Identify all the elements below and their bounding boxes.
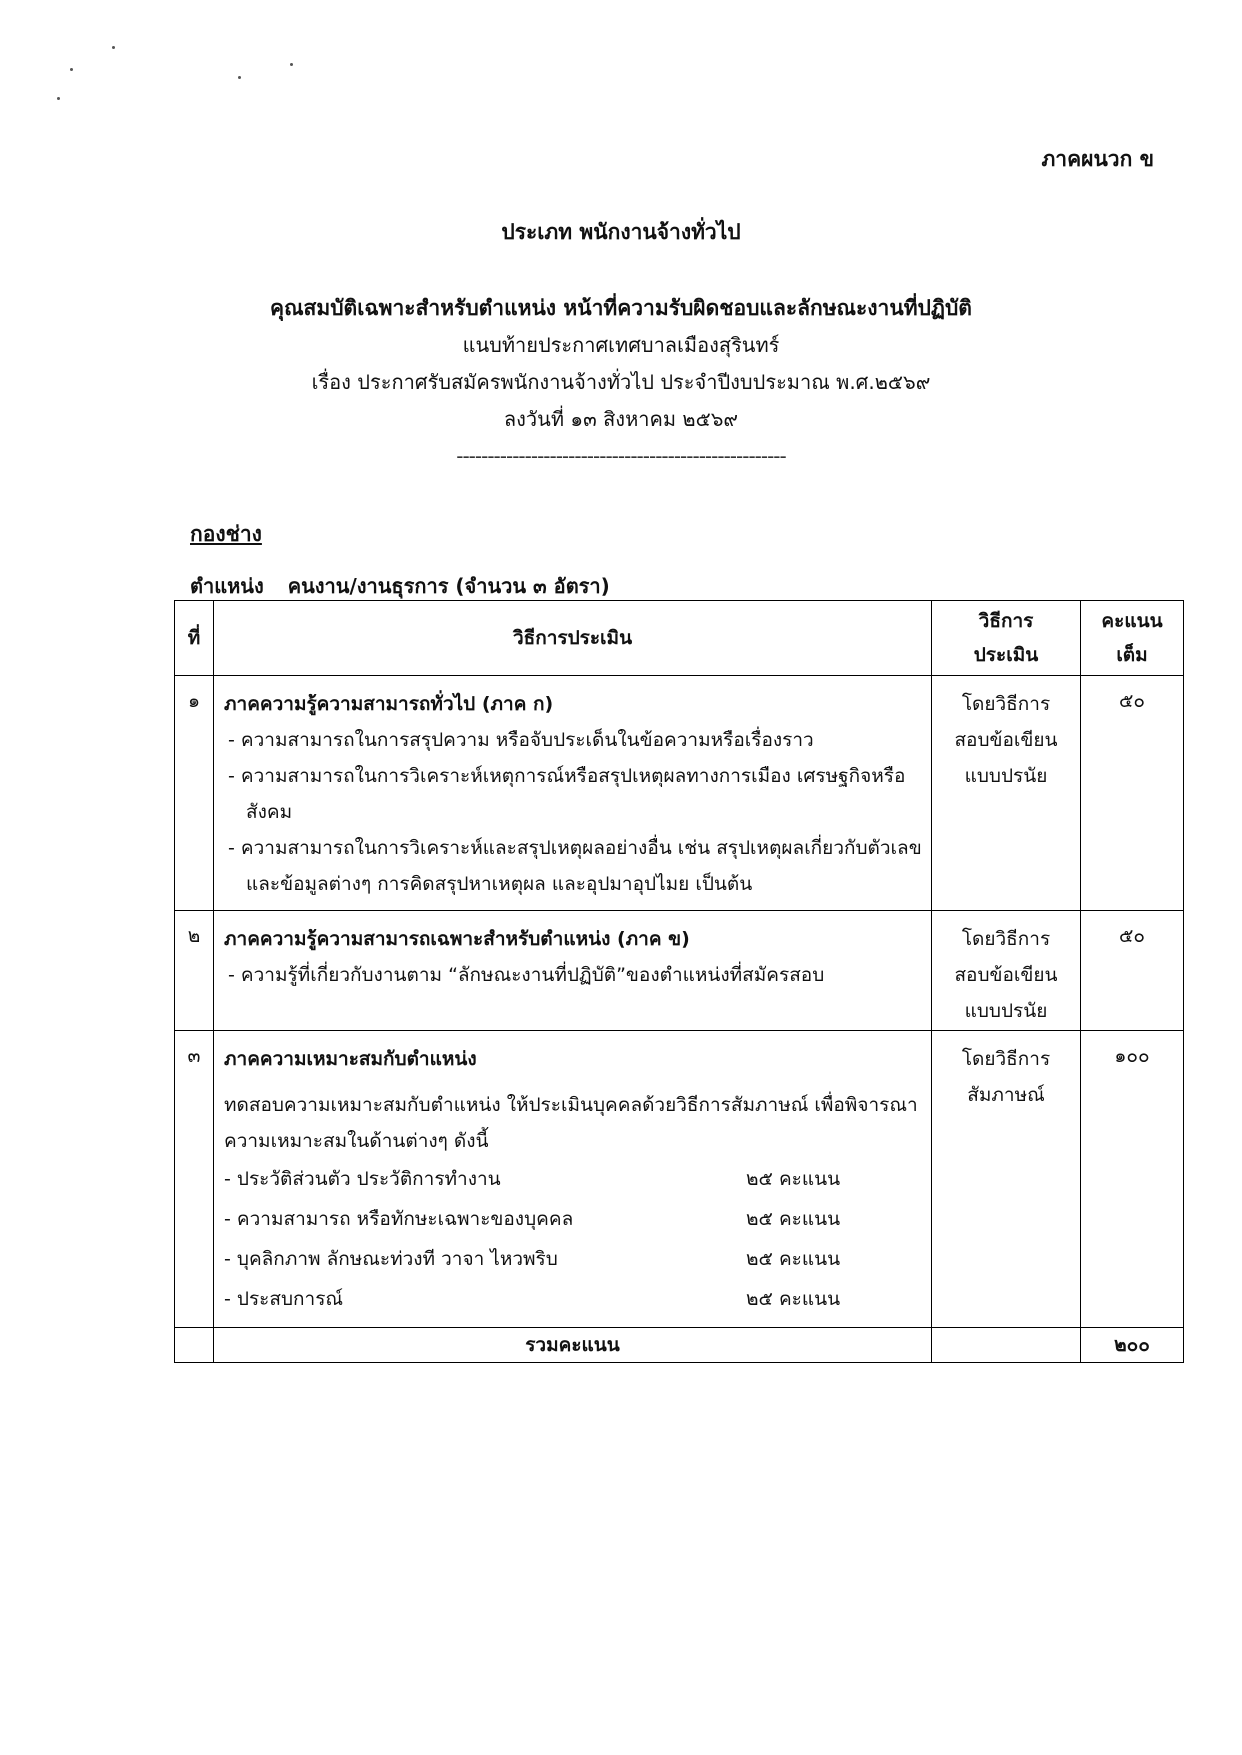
method-line: แบบปรนัย <box>964 1000 1048 1022</box>
row-method <box>932 911 1081 1031</box>
annex-label: ภาคผนวก ข <box>1041 147 1154 171</box>
header-score-line-1: คะแนน <box>1101 610 1163 632</box>
method-line: โดยวิธีการ <box>961 1048 1051 1070</box>
method-line: สอบข้อเขียน <box>954 964 1058 986</box>
total-label: รวมคะแนน <box>214 1328 932 1363</box>
total-row <box>175 1328 1184 1363</box>
row-score: ๕๐ <box>1081 911 1184 1031</box>
header-no: ที่ <box>175 601 214 676</box>
table-row <box>175 1031 1184 1328</box>
header-score-line-2: เต็ม <box>1116 644 1148 666</box>
criterion-points: ๒๕ คะแนน <box>746 1208 841 1230</box>
division-name: กองช่าง <box>190 522 262 546</box>
criterion-label: - ประวัติส่วนตัว ประวัติการทำงาน <box>224 1168 501 1190</box>
criterion-item <box>224 1159 856 1199</box>
position-label: ตำแหน่ง <box>190 574 264 598</box>
part-title: ภาคความรู้ความสามารถเฉพาะสำหรับตำแหน่ง (ภาค ข) <box>224 928 690 950</box>
part-title: ภาคความเหมาะสมกับตำแหน่ง <box>224 1048 477 1070</box>
criterion-points: ๒๕ คะแนน <box>746 1288 841 1310</box>
bullet-item: - ความสามารถในการวิเคราะห์เหตุการณ์หรือสรุปเหตุผลทางการเมือง เศรษฐกิจหรือสังคม <box>228 765 906 823</box>
criterion-label: - ประสบการณ์ <box>224 1288 344 1310</box>
row-number: ๒ <box>175 911 214 1031</box>
row-description <box>214 1031 932 1328</box>
total-empty-cell <box>932 1328 1081 1363</box>
heading-line-4: ลงวันที่ ๑๓ สิงหาคม ๒๕๖๙ <box>503 407 739 431</box>
row-description <box>214 676 932 911</box>
row-description <box>214 911 932 1031</box>
total-score: ๒๐๐ <box>1081 1328 1184 1363</box>
bullet-item: - ความสามารถในการสรุปความ หรือจับประเด็นในข้อความหรือเรื่องราว <box>228 729 814 751</box>
criterion-label: - บุคลิกภาพ ลักษณะท่วงที วาจา ไหวพริบ <box>224 1248 558 1270</box>
heading-line-1: คุณสมบัติเฉพาะสำหรับตำแหน่ง หน้าที่ความรับผิดชอบและลักษณะงานที่ปฏิบัติ <box>270 296 972 320</box>
criterion-label: - ความสามารถ หรือทักษะเฉพาะของบุคคล <box>224 1208 574 1230</box>
row-method <box>932 1031 1081 1328</box>
criterion-item <box>224 1279 856 1319</box>
bullet-item: - ความสามารถในการวิเคราะห์และสรุปเหตุผลอย่างอื่น เช่น สรุปเหตุผลเกี่ยวกับตัวเลขและข้อมูลต่างๆ การคิดสรุปหาเหตุผล และอุปมาอุปไมย เป็นต้น <box>228 837 922 895</box>
method-line: สอบข้อเขียน <box>954 729 1058 751</box>
header-method <box>932 601 1081 676</box>
row-score: ๑๐๐ <box>1081 1031 1184 1328</box>
row-score: ๕๐ <box>1081 676 1184 911</box>
header-method-line-1: วิธีการ <box>978 610 1034 632</box>
document-heading <box>0 290 1242 475</box>
heading-line-3: เรื่อง ประกาศรับสมัครพนักงานจ้างทั่วไป ประจำปีงบประมาณ พ.ศ.๒๕๖๙ <box>311 370 931 394</box>
method-line: สัมภาษณ์ <box>967 1084 1045 1106</box>
evaluation-table <box>174 600 1184 1363</box>
header-method-line-2: ประเมิน <box>973 644 1039 666</box>
position-line <box>190 570 610 602</box>
scan-speck <box>70 68 73 71</box>
criterion-points: ๒๕ คะแนน <box>746 1248 841 1270</box>
scan-speck <box>112 46 115 49</box>
method-line: โดยวิธีการ <box>961 928 1051 950</box>
criterion-points: ๒๕ คะแนน <box>746 1168 841 1190</box>
table-row <box>175 911 1184 1031</box>
scan-speck <box>238 76 241 79</box>
row-number: ๑ <box>175 676 214 911</box>
table-header-row <box>175 601 1184 676</box>
bullet-item: - ความรู้ที่เกี่ยวกับงานตาม “ลักษณะงานที่ปฏิบัติ”ของตำแหน่งที่สมัครสอบ <box>228 964 825 986</box>
method-line: แบบปรนัย <box>964 765 1048 787</box>
total-empty-cell <box>175 1328 214 1363</box>
heading-line-2: แนบท้ายประกาศเทศบาลเมืองสุรินทร์ <box>462 333 780 357</box>
criterion-item <box>224 1199 856 1239</box>
row-number: ๓ <box>175 1031 214 1328</box>
header-score <box>1081 601 1184 676</box>
scan-speck <box>290 63 293 66</box>
part-title: ภาคความรู้ความสามารถทั่วไป (ภาค ก) <box>224 693 554 715</box>
heading-divider: ----------------------------------------------------- <box>456 444 786 468</box>
position-value: คนงาน/งานธุรการ (จำนวน ๓ อัตรา) <box>287 574 610 598</box>
table-row <box>175 676 1184 911</box>
row-method <box>932 676 1081 911</box>
part-intro: ทดสอบความเหมาะสมกับตำแหน่ง ให้ประเมินบุคคลด้วยวิธีการสัมภาษณ์ เพื่อพิจารณาความเหมาะสมในด้านต่างๆ ดังนี้ <box>224 1094 918 1152</box>
employee-type-title: ประเภท พนักงานจ้างทั่วไป <box>501 220 741 244</box>
header-criteria: วิธีการประเมิน <box>214 601 932 676</box>
scan-speck <box>57 97 60 100</box>
criterion-item <box>224 1239 856 1279</box>
method-line: โดยวิธีการ <box>961 693 1051 715</box>
